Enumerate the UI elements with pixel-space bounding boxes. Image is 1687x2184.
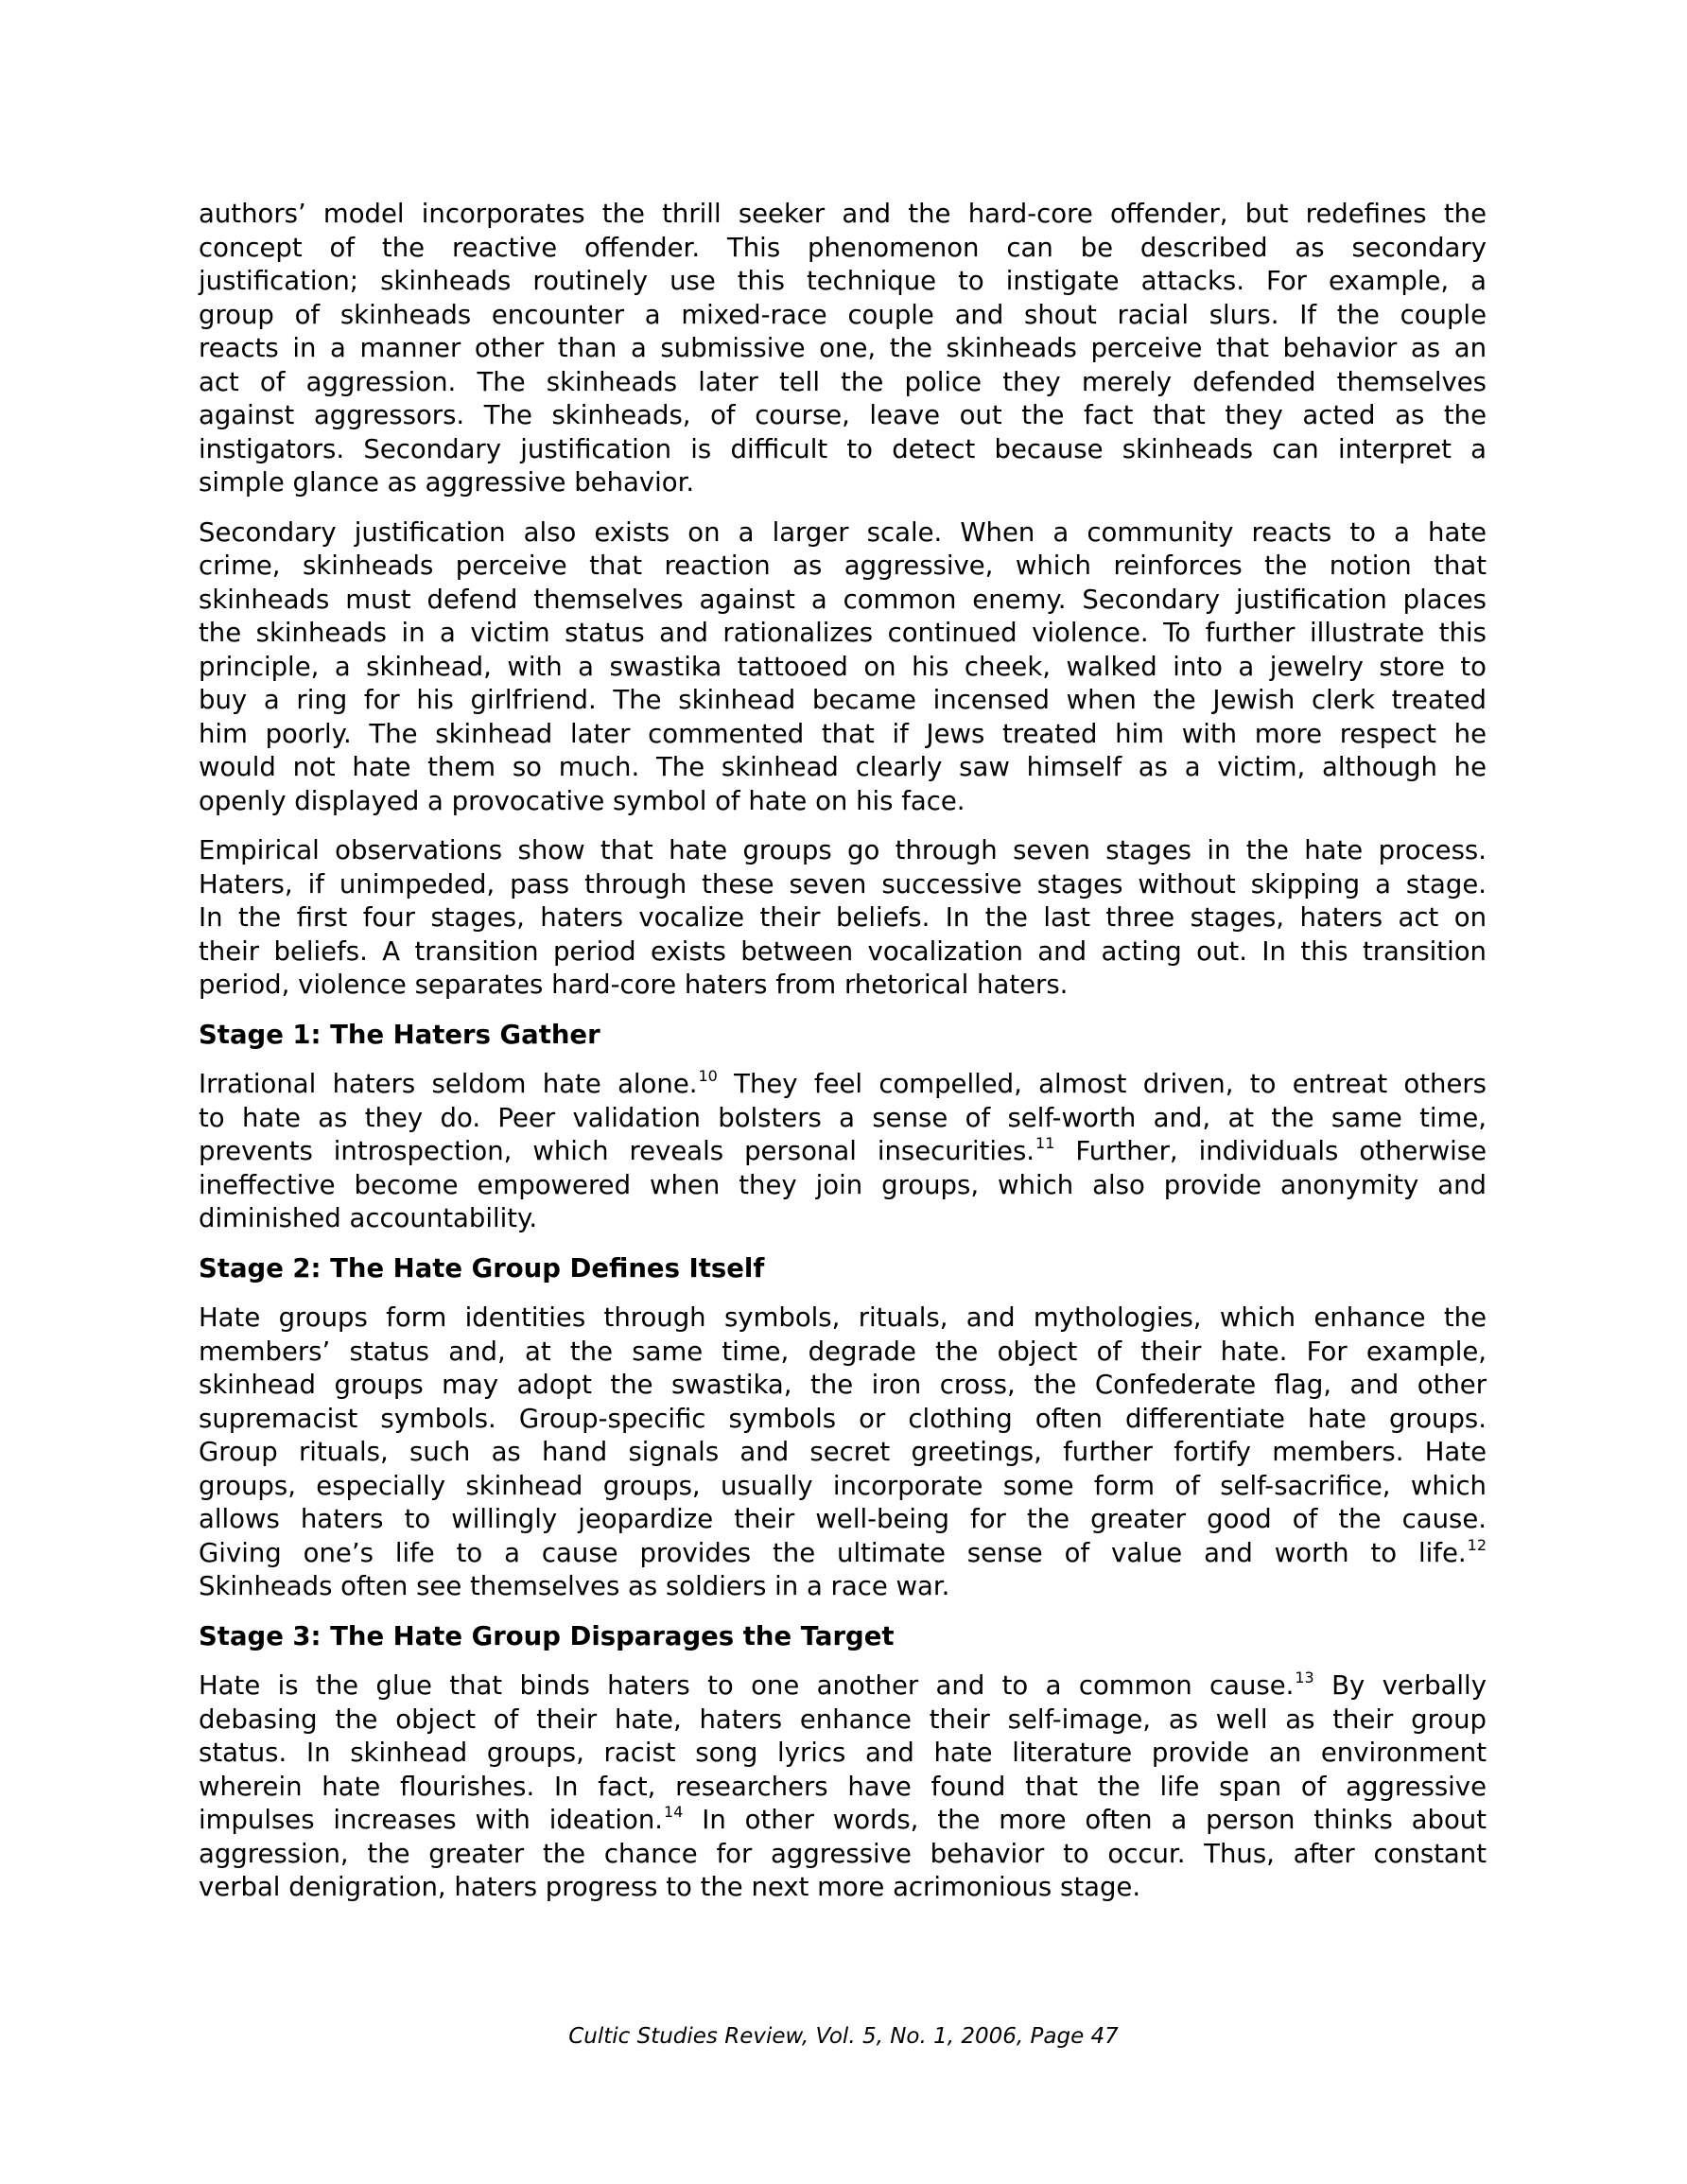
text-line xyxy=(199,232,1487,266)
text-run: verbal denigration, haters progress to the next more acrimonious stage. xyxy=(199,1872,1141,1902)
text-run: groups, especially skinhead groups, usually incorporate some form of self-sacrifice, which xyxy=(199,1470,1487,1501)
text-line xyxy=(199,1302,1487,1336)
text-line xyxy=(199,466,1487,500)
text-line xyxy=(199,399,1487,433)
text-run: In the first four stages, haters vocalize their beliefs. In the last three stages, haters act on xyxy=(199,902,1487,933)
text-line xyxy=(199,651,1487,685)
text-line xyxy=(199,1068,1487,1102)
heading-text xyxy=(199,1620,1487,1654)
text-run: Giving one’s life to a cause provides the ultimate sense of value and worth to life. xyxy=(199,1537,1467,1568)
text-line xyxy=(199,299,1487,333)
text-run: Irrational haters seldom hate alone. xyxy=(199,1069,698,1099)
text-line xyxy=(199,366,1487,400)
text-line xyxy=(199,834,1487,868)
text-line xyxy=(199,1436,1487,1470)
text-run: In other words, the more often a person thinks about xyxy=(683,1805,1487,1835)
text-run: members’ status and, at the same time, degrade the object of their hate. For example, xyxy=(199,1336,1487,1367)
footnote-reference: 12 xyxy=(1467,1535,1487,1554)
stage-3-heading xyxy=(199,1620,1487,1654)
text-run: concept of the reactive offender. This phenomenon can be described as secondary xyxy=(199,232,1487,263)
text-run: Secondary justification also exists on a larger scale. When a community reacts to a hate xyxy=(199,516,1487,548)
footnote-reference: 10 xyxy=(698,1067,718,1085)
page-body xyxy=(199,198,1487,1921)
text-run: against aggressors. The skinheads, of course, leave out the fact that they acted as the xyxy=(199,400,1487,430)
text-run: Skinheads often see themselves as soldiers in a race war. xyxy=(199,1571,950,1601)
text-run: debasing the object of their hate, haters enhance their self-image, as well as their group xyxy=(199,1704,1487,1735)
text-run: act of aggression. The skinheads later tell the police they merely defended themselves xyxy=(199,366,1487,397)
text-run: status. In skinhead groups, racist song lyrics and hate literature provide an environment xyxy=(199,1738,1487,1768)
text-run: aggression, the greater the chance for aggressive behavior to occur. Thus, after constant xyxy=(199,1838,1487,1869)
text-run: Stage 1: The Haters Gather xyxy=(199,1019,600,1050)
text-line xyxy=(199,1704,1487,1738)
text-run: wherein hate flourishes. In fact, researchers have found that the life span of aggressive xyxy=(199,1771,1487,1802)
text-run: allows haters to willingly jeopardize their well-being for the greater good of the cause. xyxy=(199,1504,1487,1534)
text-run: supremacist symbols. Group-specific symbols or clothing often differentiate hate groups. xyxy=(199,1403,1487,1434)
text-run: diminished accountability. xyxy=(199,1203,538,1233)
text-line xyxy=(199,584,1487,618)
text-line xyxy=(199,1537,1487,1571)
text-line xyxy=(199,1669,1487,1704)
text-run: Hate groups form identities through symbols, rituals, and mythologies, which enhance the xyxy=(199,1302,1487,1333)
text-line xyxy=(199,198,1487,232)
text-line xyxy=(199,1202,1487,1236)
text-run: period, violence separates hard-core haters from rhetorical haters. xyxy=(199,970,1069,1000)
text-line xyxy=(199,1102,1487,1136)
text-line xyxy=(199,1403,1487,1437)
text-run: ineffective become empowered when they join groups, which also provide anonymity and xyxy=(199,1169,1487,1200)
text-run: would not hate them so much. The skinhead clearly saw himself as a victim, although he xyxy=(199,752,1487,782)
text-run: prevents introspection, which reveals personal insecurities. xyxy=(199,1136,1035,1166)
text-run: Empirical observations show that hate groups go through seven stages in the hate process. xyxy=(199,835,1487,865)
text-line xyxy=(199,332,1487,366)
text-run: Hate is the glue that binds haters to one another and to a common cause. xyxy=(199,1670,1295,1701)
paragraph-6 xyxy=(199,1669,1487,1905)
text-run: buy a ring for his girlfriend. The skinhead became incensed when the Jewish clerk treated xyxy=(199,685,1487,715)
text-line xyxy=(199,785,1487,819)
paragraph-1 xyxy=(199,198,1487,500)
text-line xyxy=(199,969,1487,1003)
text-run: Haters, if unimpeded, pass through these seven successive stages without skipping a stage. xyxy=(199,868,1487,900)
text-run: Stage 3: The Hate Group Disparages the Target xyxy=(199,1620,895,1651)
text-line xyxy=(199,1135,1487,1169)
text-run: Stage 2: The Hate Group Defines Itself xyxy=(199,1252,765,1284)
text-run: group of skinheads encounter a mixed-race couple and shout racial slurs. If the couple xyxy=(199,299,1487,330)
text-line xyxy=(199,433,1487,467)
text-line xyxy=(199,617,1487,651)
text-run: impulses increases with ideation. xyxy=(199,1805,663,1835)
text-run: principle, a skinhead, with a swastika tattooed on his cheek, walked into a jewelry store to xyxy=(199,651,1487,682)
paragraph-4 xyxy=(199,1068,1487,1236)
text-run: to hate as they do. Peer validation bolsters a sense of self-worth and, at the same time, xyxy=(199,1102,1487,1133)
text-line xyxy=(199,1838,1487,1872)
text-run: crime, skinheads perceive that reaction as aggressive, which reinforces the notion that xyxy=(199,550,1487,581)
page-footer-citation: Cultic Studies Review, Vol. 5, No. 1, 2006, Page 47 xyxy=(568,2024,1119,2049)
text-run: authors’ model incorporates the thrill seeker and the hard-core offender, but redefines the xyxy=(199,199,1487,229)
text-run: justification; skinheads routinely use this technique to instigate attacks. For example, a xyxy=(199,266,1487,296)
text-line xyxy=(199,265,1487,299)
text-line xyxy=(199,516,1487,550)
text-run: the skinheads in a victim status and rationalizes continued violence. To further illustrate this xyxy=(199,618,1487,648)
heading-text xyxy=(199,1252,1487,1286)
text-line xyxy=(199,1336,1487,1370)
text-line xyxy=(199,1503,1487,1537)
text-line xyxy=(199,751,1487,785)
text-line xyxy=(199,868,1487,902)
text-run: instigators. Secondary justification is difficult to detect because skinheads can interpret a xyxy=(199,433,1487,464)
text-line xyxy=(199,1737,1487,1771)
text-run: skinhead groups may adopt the swastika, the iron cross, the Confederate flag, and other xyxy=(199,1370,1487,1400)
text-run: reacts in a manner other than a submissive one, the skinheads perceive that behavior as an xyxy=(199,333,1487,363)
text-line xyxy=(199,1470,1487,1504)
text-line xyxy=(199,550,1487,584)
paragraph-2 xyxy=(199,516,1487,819)
text-line xyxy=(199,684,1487,718)
text-line xyxy=(199,1871,1487,1905)
text-run: him poorly. The skinhead later commented that if Jews treated him with more respect he xyxy=(199,718,1487,749)
paragraph-5 xyxy=(199,1302,1487,1604)
text-run: They feel compelled, almost driven, to entreat others xyxy=(717,1069,1487,1099)
text-run: their beliefs. A transition period exists between vocalization and acting out. In this transition xyxy=(199,935,1487,967)
footnote-reference: 11 xyxy=(1035,1134,1055,1152)
paragraph-3 xyxy=(199,834,1487,1003)
text-line xyxy=(199,718,1487,752)
text-run: simple glance as aggressive behavior. xyxy=(199,467,695,498)
text-line xyxy=(199,935,1487,970)
text-run: openly displayed a provocative symbol of hate on his face. xyxy=(199,785,965,816)
text-line xyxy=(199,1570,1487,1604)
heading-text xyxy=(199,1019,1487,1053)
footnote-reference: 14 xyxy=(664,1803,684,1821)
text-line xyxy=(199,901,1487,935)
stage-1-heading xyxy=(199,1019,1487,1053)
footnote-reference: 13 xyxy=(1295,1669,1314,1686)
text-run: skinheads must defend themselves against a common enemy. Secondary justification places xyxy=(199,584,1487,615)
text-line xyxy=(199,1804,1487,1838)
text-run: Group rituals, such as hand signals and secret greetings, further fortify members. Hate xyxy=(199,1437,1487,1467)
text-line xyxy=(199,1169,1487,1203)
text-run: By verbally xyxy=(1313,1670,1487,1701)
text-run: Further, individuals otherwise xyxy=(1054,1136,1487,1166)
text-line xyxy=(199,1771,1487,1805)
stage-2-heading xyxy=(199,1252,1487,1286)
text-line xyxy=(199,1369,1487,1403)
